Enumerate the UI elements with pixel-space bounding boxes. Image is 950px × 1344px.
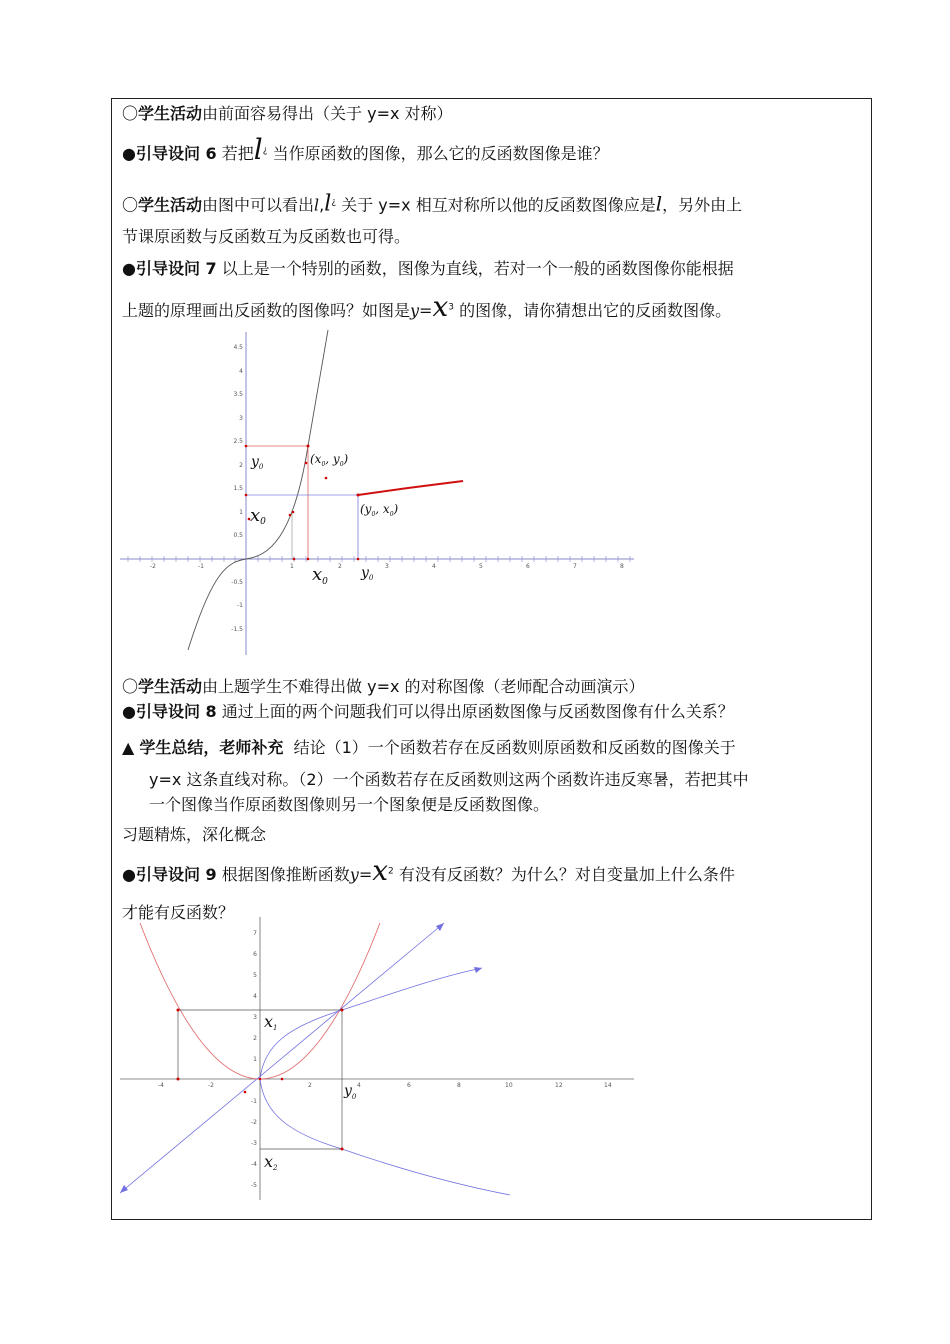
g2-xtick: 4 bbox=[357, 1082, 361, 1089]
exercise-heading: 习题精炼，深化概念 bbox=[122, 825, 267, 844]
g1-ytick: 3 bbox=[239, 415, 243, 422]
g1-point bbox=[289, 514, 292, 517]
g2-ytick: 2 bbox=[253, 1035, 257, 1042]
g1-label-y0: $y_0$ bbox=[251, 454, 264, 471]
g2-point bbox=[341, 1009, 344, 1012]
g1-point bbox=[357, 494, 360, 497]
g2-xtick: 6 bbox=[407, 1082, 411, 1089]
g2-y-tick-labels bbox=[251, 930, 257, 1189]
g1-xtick: 1 bbox=[290, 563, 294, 570]
g2-point bbox=[341, 1148, 344, 1151]
g2-ytick: 3 bbox=[253, 1014, 257, 1021]
g1-ytick: 4 bbox=[239, 368, 243, 375]
g1-xtick: 5 bbox=[479, 563, 483, 570]
g2-arrow bbox=[120, 1185, 128, 1193]
g1-xtick: 4 bbox=[432, 563, 436, 570]
g2-point bbox=[259, 1078, 262, 1081]
g2-xtick: 10 bbox=[505, 1082, 513, 1089]
g1-ytick: -1.5 bbox=[231, 626, 243, 633]
g2-line-yx bbox=[120, 923, 444, 1193]
g2-point bbox=[177, 1078, 180, 1081]
g2-xtick: -2 bbox=[208, 1082, 214, 1089]
g1-point bbox=[245, 494, 248, 497]
g2-label-y0: $y_0$ bbox=[344, 1083, 357, 1101]
g2-arrow bbox=[436, 923, 444, 931]
g1-label-axis-y0: $y_0$ bbox=[361, 565, 374, 582]
square-function-graph bbox=[118, 915, 640, 1205]
g2-x-tick-labels bbox=[158, 1082, 612, 1089]
g2-label-x2: x2 bbox=[264, 1152, 278, 1172]
g1-label-x0: x0 bbox=[250, 505, 266, 527]
g1-xtick: -2 bbox=[150, 563, 156, 570]
g2-inverse-upper bbox=[260, 968, 482, 1079]
g1-ytick: 1 bbox=[239, 509, 243, 516]
g1-label-point-y0x0: ($y_0$, $x_0$) bbox=[360, 502, 399, 518]
g1-point bbox=[307, 558, 310, 561]
g2-point bbox=[281, 1078, 284, 1081]
g2-ytick: -2 bbox=[251, 1119, 257, 1126]
g2-ytick: -3 bbox=[251, 1140, 257, 1147]
g1-cubic-curve bbox=[188, 330, 328, 650]
g1-ytick: 2 bbox=[239, 462, 243, 469]
g2-label-x1: x1 bbox=[264, 1012, 278, 1032]
g1-ytick: 1.5 bbox=[233, 485, 243, 492]
summary-conclusion: ▲ 学生总结，老师补充 结论（1）一个函数若存在反函数则原函数和反函数的图像关于 y=x 这条直线对称。（2）一个函数若存在反函数则这两个函数许违反寒暑，若把其中 一个图像当作原函数图像则另一个图象便是反函数图像。 bbox=[122, 738, 749, 814]
g2-ytick: 4 bbox=[253, 993, 257, 1000]
g1-x-tick-labels bbox=[150, 563, 624, 570]
g2-xtick: 2 bbox=[308, 1082, 312, 1089]
g2-inverse-lower bbox=[260, 1079, 510, 1195]
g1-xtick: 6 bbox=[526, 563, 530, 570]
g1-xtick: 8 bbox=[620, 563, 624, 570]
g1-point bbox=[325, 477, 328, 480]
cubic-function-graph bbox=[118, 330, 638, 660]
g1-ytick: 4.5 bbox=[233, 344, 243, 351]
g2-ytick: 1 bbox=[253, 1056, 257, 1063]
g2-point bbox=[244, 1091, 247, 1094]
g2-xtick: 8 bbox=[457, 1082, 461, 1089]
g1-xtick: 7 bbox=[573, 563, 577, 570]
g1-ytick: 3.5 bbox=[233, 391, 243, 398]
guide-question-7: ●引导设问 7 以上是一个特别的函数，图像为直线，若对一个一般的函数图像你能根据 上题的原理画出反函数的图像吗？如图是$y=x^3$ 的图像，请你猜想出它的反函数图像。 bbox=[122, 259, 734, 323]
g2-ytick: 5 bbox=[253, 972, 257, 979]
g1-xtick: -1 bbox=[198, 563, 204, 570]
g1-point bbox=[292, 511, 295, 514]
g2-arrow bbox=[474, 967, 482, 973]
g2-point bbox=[177, 1009, 180, 1012]
guide-question-6: ●引导设问 6 若把l¿ 当作原函数的图像，那么它的反函数图像是谁？ bbox=[122, 133, 609, 166]
g1-ytick: -0.5 bbox=[231, 579, 243, 586]
g2-xtick: 14 bbox=[604, 1082, 612, 1089]
g1-xtick: 3 bbox=[385, 563, 389, 570]
g1-point bbox=[293, 558, 296, 561]
g1-label-point-x0y0: ($x_0$, $y_0$) bbox=[310, 452, 349, 468]
g1-inverse-curve bbox=[358, 481, 463, 495]
g1-xtick: 2 bbox=[338, 563, 342, 570]
g1-point bbox=[357, 558, 360, 561]
guide-question-8: ●引导设问 8 通过上面的两个问题我们可以得出原函数图像与反函数图像有什么关系？ bbox=[122, 702, 734, 721]
g1-point bbox=[305, 462, 308, 465]
g2-ytick: 7 bbox=[253, 930, 257, 937]
g1-y-tick-labels bbox=[231, 344, 243, 633]
g1-point bbox=[245, 445, 248, 448]
g2-ytick: -5 bbox=[251, 1182, 257, 1189]
g1-label-axis-x0: $x_0$ bbox=[312, 564, 328, 587]
g1-point bbox=[307, 445, 310, 448]
student-activity-1: 〇学生活动由前面容易得出（关于 y=x 对称） bbox=[122, 104, 453, 123]
student-activity-2: 〇学生活动由图中可以看出l,l¿ 关于 y=x 相互对称所以他的反函数图像应是l，另外由上 节课原函数与反函数互为反函数也可得。 bbox=[122, 191, 743, 247]
student-activity-3: 〇学生活动由上题学生不难得出做 y=x 的对称图像（老师配合动画演示） bbox=[122, 677, 645, 696]
g2-xtick: 12 bbox=[555, 1082, 563, 1089]
g1-ytick: -1 bbox=[237, 602, 243, 609]
g2-xtick: -4 bbox=[158, 1082, 164, 1089]
guide-question-9: ●引导设问 9 根据图像推断函数$y=x^2$ 有没有反函数？为什么？对自变量加上什么条件 才能有反函数？ bbox=[122, 854, 735, 922]
g2-ytick: -4 bbox=[251, 1161, 257, 1168]
g1-ytick: 2.5 bbox=[233, 438, 243, 445]
g2-ytick: 6 bbox=[253, 951, 257, 958]
g1-ytick: 0.5 bbox=[233, 532, 243, 539]
g2-ytick: -1 bbox=[251, 1098, 257, 1105]
